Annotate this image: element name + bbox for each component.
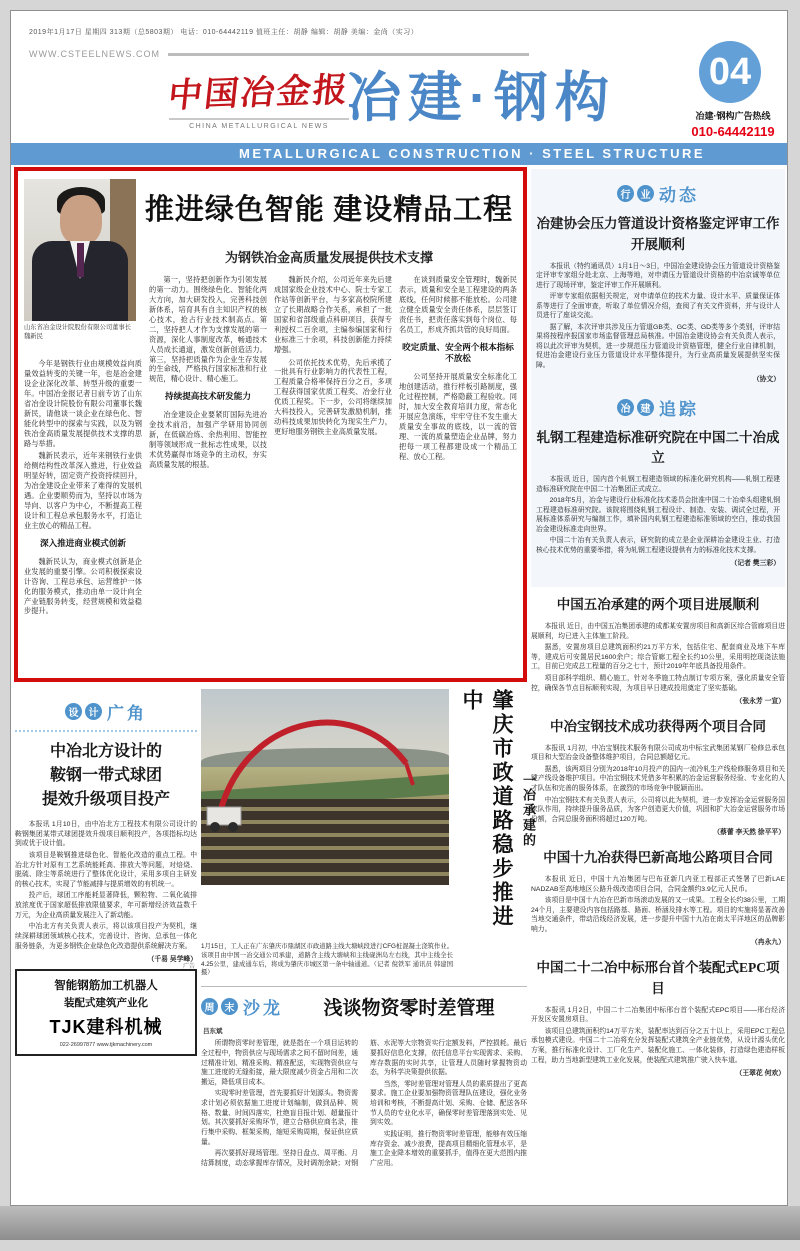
paragraph: 实践证明，推行物资零时差管理，能够有效压缩库存资金、减少浪费，提高项目精细化管理水平，是施工企业降本增效的重要抓手，值得在更大范围内推广应用。	[370, 1131, 527, 1167]
article-headline: 中冶宝钢技术成功获得两个项目合同	[550, 719, 766, 735]
salon-author: 吕东斌	[203, 1028, 223, 1036]
advertisement	[15, 964, 197, 1056]
logo-english: CHINA METALLURGICAL NEWS	[169, 118, 349, 130]
main-article-body	[24, 275, 517, 672]
section-banner: METALLURGICAL CONSTRUCTION · STEEL STRUCTURE	[11, 143, 787, 165]
article-byline: （记者 樊三彩）	[730, 560, 780, 568]
news-article	[531, 848, 785, 946]
badge-industry-news	[536, 181, 780, 206]
portrait-caption: 山东省冶金设计院股份有限公司董事长 魏新民	[24, 324, 132, 340]
pump-boom-graphic	[201, 689, 449, 885]
news-article	[531, 958, 785, 1077]
article-body	[15, 820, 197, 951]
industry-news-panel	[531, 169, 785, 587]
badge-circle-1: 冶	[617, 399, 634, 416]
article-byline: （千易 吴学峰）	[147, 956, 197, 964]
badge-circle-1: 周	[201, 998, 218, 1015]
paragraph: 中冶北方有关负责人表示，将以该项目投产为契机，继续深耕球团领域核心技术，完善设计、咨询、总承包一体化服务链条，为更多钢铁企业绿色化改造提供系统解决方案。	[15, 923, 197, 950]
paragraph: 持续提高技术研发能力	[165, 391, 251, 402]
main-article	[14, 167, 527, 682]
paragraph: 咬定质量、安全两个根本指标不放松	[402, 341, 514, 364]
paragraph: 魏新民介绍，公司近年来先后建成国家级企业技术中心、院士专家工作站等创新平台，与多家高校院所建立了长期战略合作关系，承担了一批国家和省部级重点科研项目，获得专利授权二百余项，主编参编国家和行业标准三十余项，科技创新能力持续增强。	[274, 275, 392, 354]
article-byline: （张永芳 一宣）	[735, 698, 785, 706]
article-headline: 中国十九冶获得巴新高地公路项目合同	[543, 850, 773, 866]
paragraph: 本报讯 1月10日，由中冶北方工程技术有限公司设计的鞍钢集团某带式球团提效升级项目顺利投产，各项指标均达到或优于设计值。	[15, 821, 197, 848]
article-headline: 轧钢工程建造标准研究院在中国二十冶成立	[536, 429, 780, 466]
paragraph: 据悉，该两项目分别为2018年10月投产的国内一流冷轧生产线检修服务项目和关键产线设备维护项目。中冶宝钢技术凭借多年积累的冶金运营服务经验、专业化的人才队伍和完善的服务体系，在激烈的市场竞争中脱颖而出。	[531, 765, 785, 792]
news-article	[531, 595, 785, 705]
portrait-tie	[77, 243, 84, 277]
right-column	[531, 169, 785, 1089]
paragraph: 第一，坚持把创新作为引领发展的第一动力。围绕绿色化、智能化两大方向，加大研发投入，完善科技创新体系，培育具有自主知识产权的核心技术，抢占行业技术制高点。第二，坚持把人才作为支撑发展的第一资源，深化人事制度改革，畅通技术人员成长通道，激发创新创造活力。第三，坚持把质量作为企业生存发展的生命线，严格执行国家标准和行业规范，精心设计、精心施工。	[149, 275, 267, 384]
paragraph: 今年是钢铁行业由规模效益向质量效益转变的关键一年，也是冶金建设企业深化改革、转型升级的重要一年。中国冶金报记者日前专访了山东省冶金设计院股份有限公司董事长魏新民，请他谈一谈企业在绿色化、智能化转型中的探索与实践，以及为钢铁冶金高质量发展提供技术支撑的思路与举措。	[24, 359, 142, 448]
website-url: WWW.CSTEELNEWS.COM	[29, 49, 160, 59]
paragraph: 在谈到质量安全管理时，魏新民表示，质量和安全是工程建设的两条底线，任何时候都不能放松。公司建立健全质量安全责任体系，层层签订责任书，把责任落实到每个岗位、每名员工，形成齐抓共管的良好局面。	[399, 275, 517, 334]
paragraph: 本报讯 1月2日，中国二十二冶集团中标邢台首个装配式EPC项目——邢台经济开发区安置房项目。	[531, 1006, 785, 1024]
paragraph: 本报讯（特约通讯员）1月1日～3日，中国冶金建设协会压力管道设计资格鉴定评审专家组分赴北京、上海等地，对申请压力管道设计资格的中冶京诚等单位进行了现场评审，鉴定评审工作开展顺利。	[536, 262, 780, 289]
article-body	[536, 262, 780, 371]
paragraph: 2018年5月，冶金与建设行业标准化技术委员会批准中国二十冶牵头组建轧钢工程建造标准研究院。该院将围绕轧钢工程设计、制造、安装、调试全过程，开展标准体系研究与编制工作，填补国内轧钢工程建造标准领域的空白，推动我国冶金建设标准走向世界。	[536, 497, 780, 533]
ad-contact: 022-26997877 www.tjkmachinery.com	[59, 1042, 153, 1049]
ad-brand: TJK建科机械	[49, 1017, 163, 1038]
headline-line-3: 提效升级项目投产	[41, 791, 170, 808]
article-body	[531, 875, 785, 934]
hotline-label: 冶建·钢构广告热线	[695, 111, 771, 121]
paragraph: 据悉，安置房项目总建筑面积约21万平方米，包括住宅、配套商业及地下车库等，建成后可安置居民1600余户；综合管廊工程全长约10公里，采用明挖现浇法施工，目前已完成总工程量的百分之七十，预计2019年年底具备投用条件。	[531, 644, 785, 671]
vertical-headline: 肇庆市政道路稳步推进中	[460, 689, 514, 929]
photo-caption: 1月15日，工人正在广东肇庆市鼎湖区市政道路主线大塘峡段进行CFG桩混凝土浇筑作业。该项目由中国一冶交通公司承建，道路含主线大塘峡和主线砚洲岛左右线，其中主线全长4.25公里，建成通车后，将成为肇庆市城区第一条中轴通道。（记者 倪铁军 通讯员 韩建国 摄）	[201, 943, 453, 977]
headline-line-2: 鞍钢一带式球团	[49, 767, 162, 784]
article-byline: （蔡蕾 李天然 徐平平）	[713, 829, 785, 837]
badge-weekend-salon	[201, 994, 283, 1019]
ad-hotline	[683, 109, 783, 139]
badge-construction-tracking	[536, 395, 780, 420]
newspaper-page	[10, 10, 788, 1206]
paragraph: 深入推进商业模式创新	[40, 537, 126, 548]
ad-line-1: 智能钢筋加工机器人	[54, 980, 158, 993]
badge-suffix: 沙龙	[243, 999, 283, 1019]
paragraph: 该项目是鞍钢推进绿色化、智能化改造的重点工程。中冶北方针对原有工艺系统能耗高、排放大等问题，对焙烧、脱硫、除尘等系统进行了整体优化设计，采用多项自主研发的核心技术，实现了节能减排与提质增效的有机统一。	[15, 851, 197, 888]
paragraph: 本报讯 1月初，中冶宝钢技术服务有限公司成功中标宝武集团某钢厂检修总承包项目和大型冶金设备整体维护项目，合同总额超亿元。	[531, 744, 785, 762]
main-subtitle: 为钢铁冶金高质量发展提供技术支撑	[224, 250, 433, 265]
news-article	[536, 214, 780, 383]
paragraph: 公司依托技术优势，先后承揽了一批具有行业影响力的代表性工程，工程质量合格率保持百分之百，多项工程获得国家优质工程奖、冶金行业优质工程奖。下一步，公司将继续加大科技投入，完善研发激励机制，推动科技成果加快转化为现实生产力，更好地服务钢铁主业高质量发展。	[274, 357, 392, 437]
main-headline: 推进绿色智能 建设精品工程	[144, 194, 514, 226]
paragraph: 项目部科学组织、精心施工，针对冬季施工特点制订专项方案，强化质量安全管控，确保各节点目标顺利实现，为项目早日建成投用奠定了坚实基础。	[531, 674, 785, 692]
badge-circle-1: 行	[617, 185, 634, 202]
article-body	[536, 475, 780, 555]
hotline-number: 010-64442119	[691, 124, 775, 139]
portrait-face	[60, 195, 102, 245]
paragraph: 该项目是中国十九冶在巴新市场滚动发展的又一成果。工程全长约38公里，工期24个月，主要建设内容包括路基、路面、桥涵及排水等工程。项目的实施将显著改善当地交通条件，带动沿线经济发展，进一步提升中国十九冶在南太平洋地区的品牌影响力。	[531, 897, 785, 933]
paragraph: 所谓物资零时差管理，就是指在一个项目运转的全过程中，物资供应与现场需求之间不留时间差，通过精准计划、精准采购、精准配送，实现物资供应与施工进度的无缝衔接，最大限度减少资金占用和二次搬运，降低项目成本。	[201, 1040, 358, 1086]
article-body	[531, 1006, 785, 1065]
badge-design-angle	[15, 699, 197, 732]
design-section	[15, 689, 197, 1056]
construction-photo-row	[201, 689, 536, 939]
news-article	[531, 717, 785, 836]
article-body	[531, 622, 785, 693]
paragraph: 再次要抓好现场管理。坚持日盘点、周平衡、月结算制度，动态掌握库存情况，及时调剂余缺；对钢筋、水泥等大宗物资实行定额发料，严控损耗。最后要抓好信息化支撑，依托信息平台实现需求、采购、库存数据的实时共享，让管理人员随时掌握物资动态，为科学决策提供依据。	[201, 1040, 527, 1167]
badge-suffix: 广角	[107, 704, 147, 723]
article-headline	[15, 740, 197, 812]
paragraph: 本报讯 近日，国内首个轧钢工程建造领域的标准化研究机构——轧钢工程建造标准研究院在中国二十冶集团正式成立。	[536, 476, 780, 493]
ad-marker: 广告	[182, 964, 195, 971]
masthead-logo	[166, 65, 351, 130]
article-headline: 中国五冶承建的两个项目进展顺利	[556, 597, 760, 613]
paragraph: 本报讯 近日，由中国五冶集团承建的成都某安置房项目和高新区综合管廊项目进展顺利，均已进入主体施工阶段。	[531, 623, 785, 640]
ad-box	[15, 969, 197, 1056]
paragraph: 冶金建设企业要紧盯国际先进冶金技术前沿，加强产学研用协同创新，在低碳冶炼、余热利用、智能控制等领域形成一批标志性成果，以技术优势赢得市场竞争的主动权，夯实高质量发展的根基。	[149, 410, 267, 469]
paragraph: 魏新民表示，近年来钢铁行业供给侧结构性改革深入推进，行业效益明显好转，固定资产投资持续回升，为冶金建设企业带来了难得的发展机遇。企业要顺势而为，坚持以市场为导向、以客户为中心，不断提高工程设计和工程总承包服务水平，打造让业主放心的精品工程。	[24, 451, 142, 530]
article-headline: 中国二十二冶中标邢台首个装配式EPC项目	[536, 960, 780, 996]
paragraph: 本报讯 近日，中国十九冶集团与巴布亚新几内亚工程部正式签署了巴新LAE NADZAB至高地地区公路升级改造项目合同，合同金额约3.9亿元人民币。	[531, 875, 785, 893]
page-number-badge: 04	[699, 41, 761, 103]
badge-circle-2: 计	[85, 703, 102, 720]
paragraph: 据了解，本次评审共涉及压力管道GB类、GC类、GD类等多个类别，评审结果将按程序报国家市场监督管理总局核准。中国冶金建设协会有关负责人表示，将以此次评审为契机，进一步规范压力管道设计资格管理，健全行业自律机制，促进冶金建设行业压力管道设计水平整体提升，为行业高质量发展提供坚实保障。	[536, 323, 780, 369]
paragraph: 当然，零时差管理对管理人员的素质提出了更高要求。施工企业要加强物资管理队伍建设，强化业务培训和考核，不断提高计划、采购、仓储、配送各环节人员的专业化水平，确保零时差管理落到实处、见到实效。	[370, 1080, 527, 1127]
badge-circle-1: 设	[65, 703, 82, 720]
badge-circle-2: 业	[637, 185, 654, 202]
logo-chinese: 中国冶金报	[166, 71, 351, 116]
middle-section	[201, 689, 536, 1251]
construction-photo	[201, 689, 449, 885]
news-article	[536, 428, 780, 568]
article-headline: 冶建协会压力管道设计资格鉴定评审工作开展顺利	[536, 216, 780, 252]
article-body	[531, 744, 785, 824]
badge-circle-2: 末	[221, 998, 238, 1015]
badge-circle-2: 建	[637, 399, 654, 416]
paragraph: 该项目总建筑面积约14万平方米，装配率达到百分之五十以上，采用EPC工程总承包模式建设。中国二十二冶将充分发挥装配式建筑全产业链优势，从设计源头优化方案，推行标准化设计、工厂化生产、装配化施工、一体化装修，打造绿色建造样板工程，助力当地新型建筑工业化发展，使装配式建筑推广驶入快车道。	[531, 1027, 785, 1064]
article-byline: （王翠花 何欢）	[735, 1070, 785, 1078]
article-column-3	[274, 275, 392, 672]
paragraph: 中冶宝钢技术有关负责人表示，公司将以此为契机，进一步发挥冶金运营服务国家队作用，持续提升服务品质，为客户创造更大价值，巩固和扩大冶金运营服务市场份额，合同总服务面积将超过120万吨。	[531, 796, 785, 823]
badge-suffix: 动态	[659, 186, 699, 205]
article-column-1	[24, 275, 142, 672]
salon-header	[201, 993, 527, 1020]
paragraph: 实现零时差管理，首先要抓好计划源头。物资需求计划必须依据施工进度计划编制，做到品种、规格、数量、时间四落实，杜绝盲目报计划、超量报计划。其次要抓好采购环节，建立合格供应商名录，推行集中采购、框架采购，缩短采购周期，保证供应质量。	[201, 1090, 358, 1146]
paragraph: 评审专家组依据相关规定，对申请单位的技术力量、设计水平、质量保证体系等进行了全面审查，听取了单位情况介绍，查阅了有关文件资料，并与设计人员进行了座谈交流。	[536, 293, 780, 320]
page-bottom-shadow	[0, 1206, 800, 1240]
dateline: 2019年1月17日 星期四 313期（总5803期） 电话：010-64442119 值班主任：胡静 编辑：胡静 美编：金尚（实习）	[29, 29, 419, 36]
ad-line-2: 装配式建筑产业化	[64, 997, 148, 1010]
article-byline: （冉永九）	[751, 939, 785, 947]
article-byline: （协文）	[752, 375, 780, 383]
paragraph: 中国二十冶有关负责人表示，研究院的成立是企业深耕冶金建设主业、打造核心技术优势的重要举措，将为轧钢工程建设提供有力的标准化技术支撑。	[536, 537, 780, 554]
edition-title: 冶建·钢构	[347, 68, 616, 128]
paragraph: 魏新民认为，商业模式创新是企业发展的重要引擎。公司积极探索设计咨询、工程总承包、运营维护一体化的服务模式，推动由单一设计向全产业链服务转变，经营规模和效益稳步提升。	[24, 556, 142, 616]
paragraph: 投产后，球团工序能耗显著降低，颗粒物、二氧化硫排放浓度优于国家超低排放限值要求，年可新增经济效益数千万元，为企业高质量发展注入了新动能。	[15, 892, 197, 919]
article-column-2	[149, 275, 267, 672]
article-column-4	[399, 275, 517, 672]
salon-headline: 浅谈物资零时差管理	[323, 998, 495, 1020]
badge-suffix: 追踪	[659, 399, 699, 419]
vertical-subheadline: 一冶承建的	[521, 773, 536, 848]
headline-line-1: 中冶北方设计的	[49, 743, 162, 760]
paragraph: 公司坚持开展质量安全标准化工地创建活动，推行样板引路制度，强化过程控制，严格隐蔽工程验收。同时，加大安全教育培训力度，常态化开展应急演练，牢牢守住不发生重大质量安全事故的底线，以一流的管理、一流的质量塑造企业品牌，努力把每一项工程都建设成一个精品工程、放心工程。	[399, 372, 517, 461]
